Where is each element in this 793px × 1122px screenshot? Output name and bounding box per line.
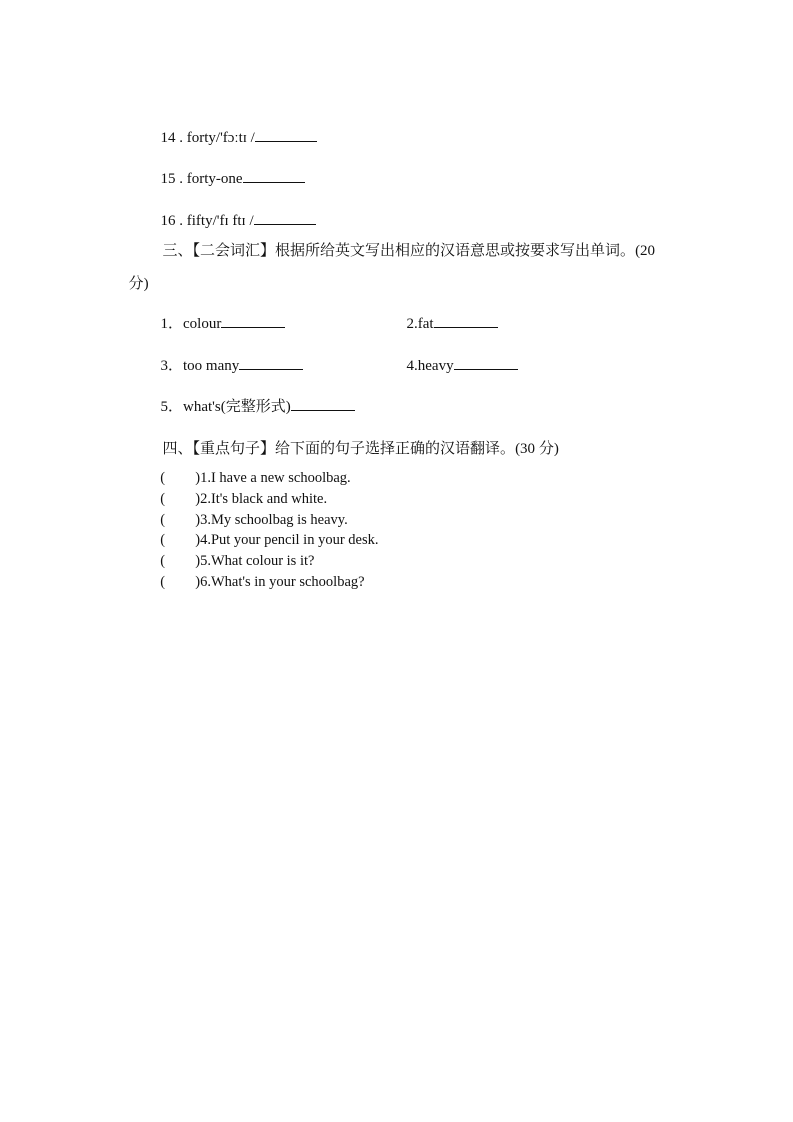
item-label-cjk: 完整形式 xyxy=(225,397,286,415)
item-text: forty-one xyxy=(186,171,243,187)
item-label: 2.fat xyxy=(406,316,434,332)
sentence-text: )1.I have a new schoolbag. xyxy=(195,470,351,486)
sentence-text: )2.It's black and white. xyxy=(195,491,328,507)
item-number: 14 xyxy=(160,130,176,146)
answer-slot[interactable]: ( xyxy=(160,532,166,548)
word-item-1 xyxy=(153,296,285,333)
answer-blank[interactable] xyxy=(243,169,305,183)
vocab-item-14: 14 . forty/'fɔːtɪ / xyxy=(153,110,317,147)
item-label: 4.heavy xyxy=(406,358,454,374)
answer-blank[interactable] xyxy=(434,314,498,328)
answer-blank[interactable] xyxy=(291,397,355,411)
sentence-text: )6.What's in your schoolbag? xyxy=(195,574,365,590)
word-item-5: 5．what's(完整形式) xyxy=(153,379,355,416)
answer-slot[interactable]: ( xyxy=(160,574,166,590)
item-label: 1．colour xyxy=(160,316,222,332)
item-number: 16 xyxy=(160,213,176,229)
vocab-item-15: 15 . forty-one xyxy=(153,151,305,188)
answer-slot[interactable]: ( xyxy=(160,491,166,507)
word-item-4 xyxy=(399,338,518,375)
word-item-2 xyxy=(399,296,498,333)
answer-slot[interactable]: ( xyxy=(160,512,166,528)
vocab-item-16: 16 . fifty/'fɪ ftɪ / xyxy=(153,193,316,230)
item-label: 5．what's( xyxy=(160,399,226,415)
sentence-text: )3.My schoolbag is heavy. xyxy=(195,512,348,528)
item-text: fifty/'fɪ ftɪ / xyxy=(186,213,254,229)
section-three-heading: 三、【二会词汇】根据所给英文写出相应的汉语意思或按要求写出单词。(20 xyxy=(162,241,656,259)
answer-blank[interactable] xyxy=(239,356,303,370)
word-item-3 xyxy=(153,338,303,375)
item-text: forty/'fɔːtɪ / xyxy=(186,130,255,146)
item-label: 3．too many xyxy=(160,358,240,374)
answer-slot[interactable]: ( xyxy=(160,470,166,486)
sentence-text: )4.Put your pencil in your desk. xyxy=(195,532,379,548)
answer-slot[interactable]: ( xyxy=(160,553,166,569)
sentence-item-6 xyxy=(153,557,365,591)
answer-blank[interactable] xyxy=(221,314,285,328)
item-number: 15 xyxy=(160,171,176,187)
sentence-text: )5.What colour is it? xyxy=(195,553,315,569)
answer-blank[interactable] xyxy=(255,128,317,142)
section-four-heading: 四、【重点句子】给下面的句子选择正确的汉语翻译。(30 分) xyxy=(162,439,559,457)
answer-blank[interactable] xyxy=(454,356,518,370)
section-three-heading-cont: 分) xyxy=(128,274,149,292)
